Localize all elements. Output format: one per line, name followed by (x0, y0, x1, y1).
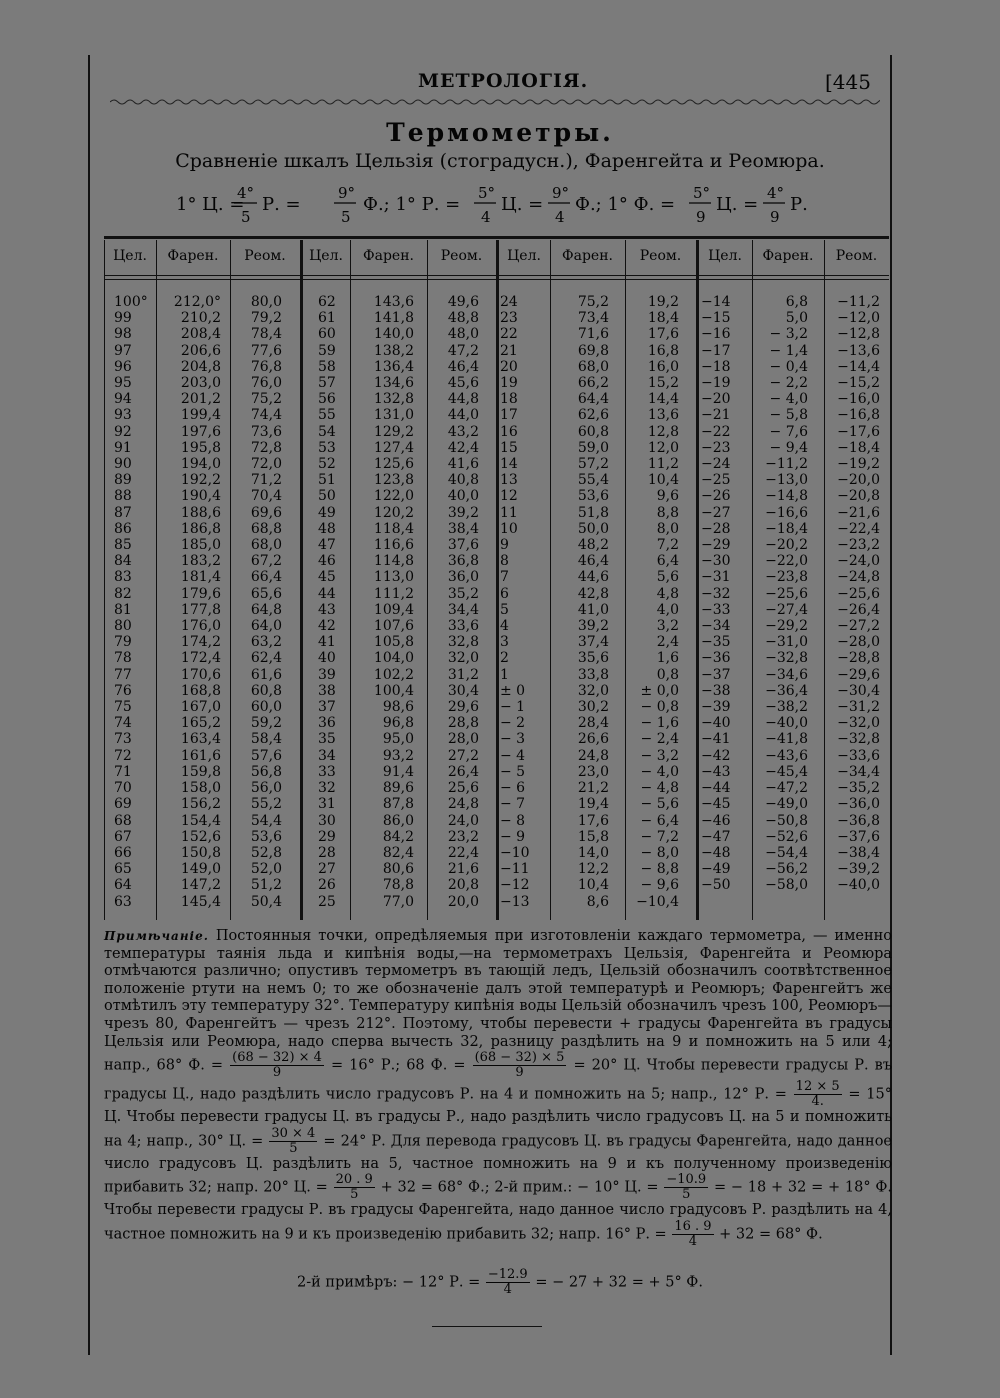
page-frame-left (88, 55, 90, 1355)
table-line (696, 240, 699, 920)
note-text: = − 18 + 32 = + 18° Ф. Чтобы перевести градусы Р. въ градусы Фаренгейта, надо данное число градусовъ Р. раздѣлить на 4, частное помножить на 9 и къ произведенію прибавить 32; напр. 16° Р. = (104, 1179, 893, 1243)
header-fahrenheit: Фарен. (562, 248, 613, 264)
formula-frac-4-den: 4 (555, 208, 565, 226)
reaumur-column: 19,2 18,4 17,6 16,8 16,0 15,2 14,4 13,6 12,8 12,0 11,2 10,4 9,6 8,8 8,0 7,2 6,4 5,6 4,8 4,0 3,2 2,4 1,6 0,8 ± 0,0 − 0,8 − 1,6 − 2,4 − 3,2 − 4,0 − 4,8 − 5,6 − 6,4 − 7,2 − 8,0 − 8,8 − 9,6 −10,4 (636, 294, 679, 910)
table-line (350, 240, 351, 920)
formula-frac-2-den: 5 (341, 208, 351, 226)
page-subtitle: Сравненіе шкалъ Цельзія (стоградусн.), Фаренгейта и Реомюра. (175, 150, 825, 172)
celsius-column: −14 −15 −16 −17 −18 −19 −20 −21 −22 −23 −24 −25 −26 −27 −28 −29 −30 −31 −32 −33 −34 −35 −36 −37 −38 −39 −40 −41 −42 −43 −44 −45 −46 −47 −48 −49 −50 (701, 294, 731, 894)
formula-frac-6-num: 4° (767, 184, 785, 202)
header-fahrenheit: Фарен. (363, 248, 414, 264)
formula-frac-5-den: 9 (696, 208, 706, 226)
formula-part-2: Р. = (262, 194, 301, 215)
fraction (794, 1080, 842, 1109)
fraction-num: (68 − 32) × 4 (232, 1050, 322, 1066)
fraction (664, 1173, 708, 1202)
fraction (269, 1127, 317, 1156)
formula-part-7: Р. (790, 194, 808, 215)
fraction-num: (68 − 32) × 5 (474, 1050, 565, 1066)
reaumur-column: 80,0 79,2 78,4 77,6 76,8 76,0 75,2 74,4 73,6 72,8 72,0 71,2 70,4 69,6 68,8 68,0 67,2 66,4 65,6 64,8 64,0 63,2 62,4 61,6 60,8 60,0 59,2 58,4 57,6 56,8 56,0 55,2 54,4 53,6 52,8 52,0 51,2 50,4 (250, 294, 282, 910)
conversion-table (104, 236, 889, 922)
formula-frac-2-num: 9° (338, 184, 356, 202)
table-line (156, 240, 157, 920)
reaumur-column: −11,2 −12,0 −12,8 −13,6 −14,4 −15,2 −16,0 −16,8 −17,6 −18,4 −19,2 −20,0 −20,8 −21,6 −22,4 −23,2 −24,0 −24,8 −25,6 −26,4 −27,2 −28,0 −28,8 −29,6 −30,4 −31,2 −32,0 −32,8 −33,6 −34,4 −35,2 −36,0 −36,8 −37,6 −38,4 −39,2 −40,0 (837, 294, 880, 894)
fraction (230, 1051, 324, 1080)
header-reaumur: Реом. (440, 248, 483, 264)
formula-frac-3-num: 5° (478, 184, 496, 202)
formula-part-5: Ф.; 1° Ф. = (575, 194, 676, 215)
fraction-num: −12.9 (487, 1267, 528, 1282)
note-text: Постоянныя точки, опредѣляемыя при изготовленіи каждаго термометра, — именно температуры таянія льда и кипѣнія воды,—на термометрахъ Цельзія, Фаренгейта и Реомюра отмѣчаются различно; опустивъ термометръ въ тающій ледъ, Цельзій обозначилъ соотвѣтственное положеніе ртути на немъ 0; то же обозначеніе далъ этой температурѣ и Реомюръ; Фаренгейтъ же отмѣтилъ эту температуру 32°. Температуру кипѣнія воды Цельзій обозначилъ чрезъ 100, Реомюръ— чрезъ 80, Фаренгейтъ — чрезъ 212°. Поэтому, чтобы перевести + градусы Фаренгейта въ градусы Цельзія или Реомюра, надо сперва вычесть 32, разницу раздѣлить на 9 и помножить на 5 или 4; напр., 68° Ф. = (104, 928, 892, 1074)
fraction-den: 5 (289, 1140, 298, 1156)
fraction (672, 1220, 713, 1249)
formula-part-4: Ц. = (501, 194, 544, 215)
formula-part-1: 1° Ц. = (176, 194, 245, 215)
page-title: Термометры. (386, 118, 614, 147)
header-celsius: Цел. (708, 248, 742, 264)
formula-frac-1-num: 4° (237, 184, 255, 202)
note-text: = 16° Р.; 68 Ф. = (331, 1057, 466, 1074)
table-line (427, 240, 428, 920)
formula-part-6: Ц. = (716, 194, 759, 215)
running-header: МЕТРОЛОГІЯ. (418, 70, 589, 92)
fraction (486, 1268, 530, 1297)
table-line (496, 240, 499, 920)
table-line (230, 240, 231, 920)
note-text: = 15° Ц. Чтобы перевести градусы Ц. въ градусы Р., надо раздѣлить число градусовъ Ц. на 5 и помножить на 4; напр., 30° Ц. = (104, 1086, 893, 1150)
table-line (625, 240, 626, 920)
fraction-num: 30 × 4 (271, 1125, 316, 1141)
fahrenheit-column: 6,8 5,0 − 3,2 − 1,4 − 0,4 − 2,2 − 4,0 − 5,8 − 7,6 − 9,4 −11,2 −13,0 −14,8 −16,6 −18,4 −20,2 −22,0 −23,8 −25,6 −27,4 −29,2 −31,0 −32,8 −34,6 −36,4 −38,2 −40,0 −41,8 −43,6 −45,4 −47,2 −49,0 −50,8 −52,6 −54,4 −56,2 −58,0 (765, 294, 808, 894)
header-celsius: Цел. (507, 248, 541, 264)
note-lead: Примѣчаніе. (104, 929, 209, 943)
fahrenheit-column: 143,6 141,8 140,0 138,2 136,4 134,6 132,8 131,0 129,2 127,4 125,6 123,8 122,0 120,2 118,4 116,6 114,8 113,0 111,2 109,4 107,6 105,8 104,0 102,2 100,4 98,6 96,8 95,0 93,2 91,4 89,6 87,8 86,0 84,2 82,4 80,6 78,8 77,0 (373, 294, 414, 910)
fraction-den: 9 (515, 1065, 524, 1081)
conversion-formula (100, 180, 880, 228)
fraction-den: 4. (811, 1094, 824, 1110)
note-text: = 20° Ц. Чтобы перевести градусы Р. въ градусы Ц., надо раздѣлить число градусовъ Р. на 4 и помножить на 5; напр., 12° Р. = (104, 1057, 893, 1103)
formula-frac-5-num: 5° (693, 184, 711, 202)
table-line (550, 240, 551, 920)
bottom-rule (432, 1326, 542, 1327)
formula-frac-1-den: 5 (241, 208, 251, 226)
table-line (752, 240, 753, 920)
celsius-column: 62 61 60 59 58 57 56 55 54 53 52 51 50 49 48 47 46 45 44 43 42 41 40 39 38 37 36 35 34 33 32 31 30 29 28 27 26 25 (318, 294, 336, 910)
header-fahrenheit: Фарен. (762, 248, 814, 264)
fraction-den: 4 (688, 1233, 698, 1249)
header-reaumur: Реом. (244, 248, 286, 264)
formula-frac-4-num: 9° (552, 184, 570, 202)
fraction-num: −10.9 (666, 1172, 707, 1188)
fahrenheit-column: 212,0° 210,2 208,4 206,6 204,8 203,0 201,2 199,4 197,6 195,8 194,0 192,2 190,4 188,6 186,8 185,0 183,2 181,4 179,6 177,8 176,0 174,2 172,4 170,6 168,8 167,0 165,2 163,4 161,6 159,8 158,0 156,2 154,4 152,6 150,8 149,0 147,2 145,4 (173, 294, 221, 910)
fraction-den: 9 (272, 1065, 282, 1081)
example-text: 2-й примѣръ: − 12° Р. = (297, 1274, 481, 1291)
page-number: [445 (825, 70, 871, 94)
table-line (300, 240, 303, 920)
fraction-num: 16 . 9 (674, 1218, 712, 1234)
header-celsius: Цел. (113, 248, 147, 264)
note-text: + 32 = 68° Ф. (719, 1226, 823, 1243)
formula-frac-6-den: 9 (770, 208, 780, 226)
fraction-num: 20 . 9 (335, 1172, 373, 1188)
header-fahrenheit: Фарен. (167, 248, 219, 264)
second-example (0, 1268, 1000, 1297)
table-line (104, 240, 105, 920)
header-celsius: Цел. (309, 248, 343, 264)
fraction-den: 4 (503, 1282, 512, 1297)
formula-part-3: Ф.; 1° Р. = (363, 194, 461, 215)
fraction-den: 5 (682, 1187, 691, 1203)
celsius-column: 100° 99 98 97 96 95 94 93 92 91 90 89 88 87 86 85 84 83 82 81 80 79 78 77 76 75 74 73 72 71 70 69 68 67 66 65 64 63 (114, 294, 148, 910)
fraction-num: 12 × 5 (795, 1079, 840, 1095)
example-text: = − 27 + 32 = + 5° Ф. (535, 1274, 703, 1291)
fraction-den: 5 (350, 1187, 359, 1203)
header-reaumur: Реом. (639, 248, 682, 264)
fraction (334, 1173, 375, 1202)
note-text: + 32 = 68° Ф.; 2-й прим.: − 10° Ц. = (380, 1179, 659, 1196)
note-paragraph (104, 928, 892, 1249)
table-top-rule (104, 236, 889, 239)
fraction (473, 1051, 567, 1080)
note-text: = 24° Р. Для перевода градусовъ Ц. въ градусы Фаренгейта, надо данное число градусовъ Ц. раздѣлить на 5, частное помножить на 9 и къ полученному произведенію прибавить 32; напр. 20° Ц. = (104, 1133, 893, 1196)
fahrenheit-column: 75,2 73,4 71,6 69,8 68,0 66,2 64,4 62,6 60,8 59,0 57,2 55,4 53,6 51,8 50,0 48,2 46,4 44,6 42,8 41,0 39,2 37,4 35,6 33,8 32,0 30,2 28,4 26,6 24,8 23,0 21,2 19,4 17,6 15,8 14,0 12,2 10,4 8,6 (577, 294, 609, 910)
table-line (824, 240, 825, 920)
celsius-column: 24 23 22 21 20 19 18 17 16 15 14 13 12 11 10 9 8 7 6 5 4 3 2 1 ± 0 − 1 − 2 − 3 − 4 − 5 − 6 − 7 − 8 − 9 −10 −11 −12 −13 (500, 294, 530, 910)
formula-frac-3-den: 4 (481, 208, 491, 226)
reaumur-column: 49,6 48,8 48,0 47,2 46,4 45,6 44,8 44,0 43,2 42,4 41,6 40,8 40,0 39,2 38,4 37,6 36,8 36,0 35,2 34,4 33,6 32,8 32,0 31,2 30,4 29,6 28,8 28,0 27,2 26,4 25,6 24,8 24,0 23,2 22,4 21,6 20,8 20,0 (447, 294, 479, 910)
ornamental-rule (110, 98, 880, 106)
header-reaumur: Реом. (835, 248, 878, 264)
